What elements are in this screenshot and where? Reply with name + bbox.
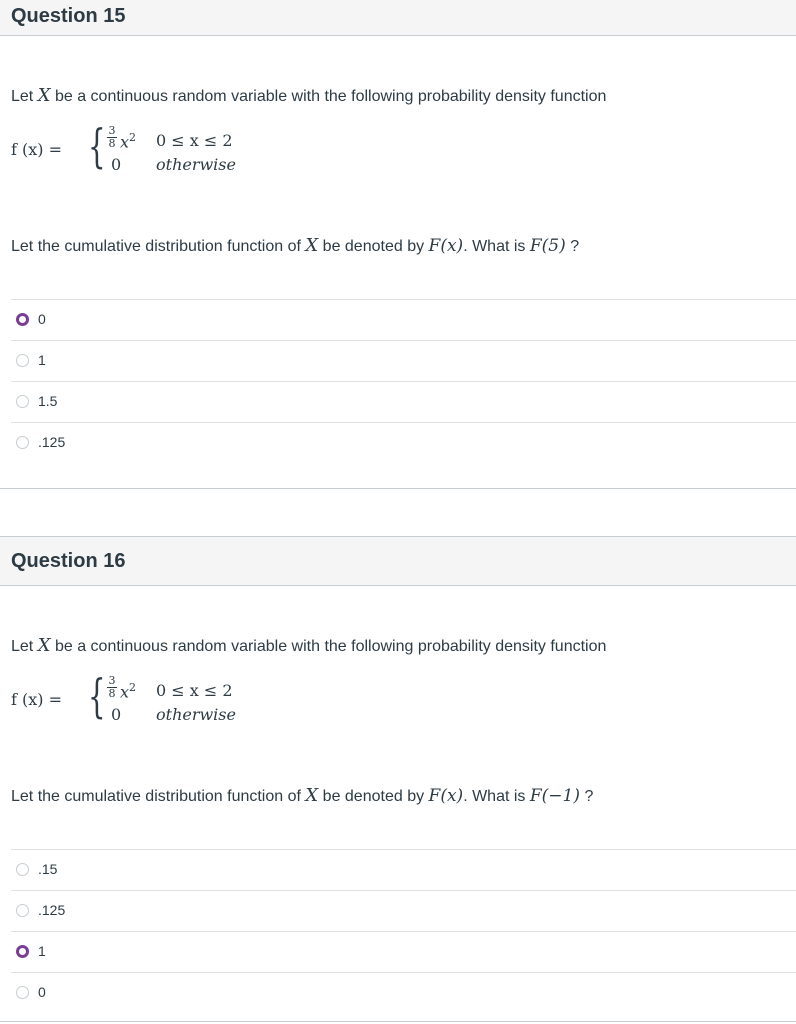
answer-option[interactable]: 0 <box>11 299 796 340</box>
radio-icon[interactable] <box>16 395 29 408</box>
question-title: Question 16 <box>11 550 126 572</box>
formula-lhs: f (x) = <box>11 690 63 709</box>
formula-lhs: f (x) = <box>11 140 63 159</box>
radio-selected-icon[interactable] <box>16 945 29 958</box>
formula-zero: 0 <box>111 155 122 174</box>
question-intro: Let X be a continuous random variable with the following probability density function <box>11 85 607 106</box>
answer-option[interactable]: 1.5 <box>11 381 796 422</box>
formula-otherwise: otherwise <box>156 155 236 174</box>
pdf-formula <box>11 669 271 728</box>
answer-option[interactable]: .15 <box>11 849 796 890</box>
formula-condition: 0 ≤ x ≤ 2 <box>156 131 233 150</box>
answer-option[interactable]: .125 <box>11 422 796 486</box>
formula-brace: { <box>88 119 106 173</box>
question-title: Question 15 <box>11 5 126 27</box>
radio-icon[interactable] <box>16 863 29 876</box>
formula-zero: 0 <box>111 705 122 724</box>
question-prompt: Let the cumulative distribution function of X be denoted by F(x). What is F(−1) ? <box>11 785 594 806</box>
formula-term: $x^2$ <box>120 131 137 152</box>
formula-condition: 0 ≤ x ≤ 2 <box>156 681 233 700</box>
formula-term: $x^2$ <box>120 681 137 702</box>
pdf-formula <box>11 119 271 178</box>
question-prompt: Let the cumulative distribution function of X be denoted by F(x). What is F(5) ? <box>11 235 580 256</box>
formula-brace: { <box>88 669 106 723</box>
formula-fraction: $\frac{3}{8}$ <box>108 124 116 150</box>
radio-icon[interactable] <box>16 986 29 999</box>
answer-option[interactable]: .125 <box>11 890 796 931</box>
radio-icon[interactable] <box>16 354 29 367</box>
question-divider <box>0 1021 796 1022</box>
radio-selected-icon[interactable] <box>16 313 29 326</box>
answer-list <box>11 299 796 486</box>
answer-option[interactable]: 1 <box>11 931 796 972</box>
answer-option[interactable]: 0 <box>11 972 796 1013</box>
question-15-header <box>0 0 796 36</box>
question-divider <box>0 488 796 489</box>
radio-icon[interactable] <box>16 436 29 449</box>
answer-list <box>11 849 796 1013</box>
radio-icon[interactable] <box>16 904 29 917</box>
question-intro: Let X be a continuous random variable with the following probability density function <box>11 635 607 656</box>
formula-fraction: $\frac{3}{8}$ <box>108 674 116 700</box>
answer-option[interactable]: 1 <box>11 340 796 381</box>
question-16-header <box>0 536 796 586</box>
formula-otherwise: otherwise <box>156 705 236 724</box>
